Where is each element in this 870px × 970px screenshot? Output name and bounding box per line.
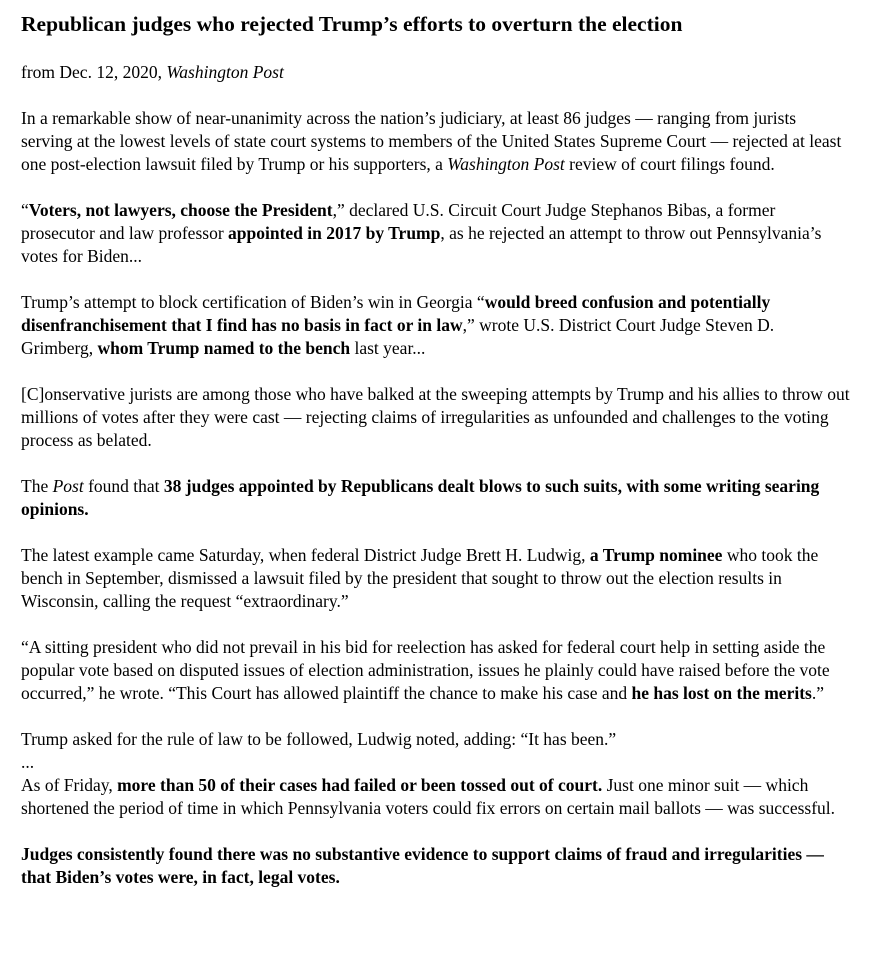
- p6-text-b: who took the bench in September, dismissed a lawsuit filed by the president that sought to throw out the election results in Wisconsin, calling the request “extraordinary.”: [21, 545, 819, 611]
- p1-text-b: review of court filings found.: [564, 154, 775, 174]
- paragraph-5: [21, 475, 850, 521]
- source-prefix: from Dec. 12, 2020,: [21, 62, 167, 82]
- p5-text-b: found that: [83, 476, 164, 496]
- p6-text-a: The latest example came Saturday, when federal District Judge Brett H. Ludwig,: [21, 545, 590, 565]
- p2-text-a: “: [21, 200, 29, 220]
- p5-bold-finding: 38 judges appointed by Republicans dealt blows to such suits, with some writing searing opinions.: [21, 476, 820, 519]
- paragraph-3: [21, 291, 850, 360]
- p1-publication: Washington Post: [447, 154, 565, 174]
- p5-text-a: The: [21, 476, 53, 496]
- p2-bold-appointed: appointed in 2017 by Trump: [228, 223, 441, 243]
- p7-text-a: “A sitting president who did not prevail in his bid for reelection has asked for federal court help in setting aside the popular vote based on disputed issues of election administration, issues he plainly could have raised before the vote occurred,” he wrote. “This Court has allowed plaintiff the chance to make his case and: [21, 637, 830, 703]
- p2-text-b: ,” declared U.S. Circuit Court Judge Stephanos Bibas, a former prosecutor and law professor: [21, 200, 776, 243]
- page-title: Republican judges who rejected Trump’s efforts to overturn the election: [21, 12, 683, 36]
- p7-bold-merits: he has lost on the merits: [631, 683, 812, 703]
- paragraph-8: Trump asked for the rule of law to be followed, Ludwig noted, adding: “It has been.”: [21, 729, 617, 749]
- p1-text-a: In a remarkable show of near-unanimity across the nation’s judiciary, at least 86 judges — ranging from jurists serving at the lowest levels of state court systems to members of the United States Supreme Court — rejected at least one post-election lawsuit filed by Trump or his supporters, a: [21, 108, 842, 174]
- p3-bold-named: whom Trump named to the bench: [97, 338, 351, 358]
- p9-bold-cases: more than 50 of their cases had failed or been tossed out of court.: [117, 775, 603, 795]
- paragraph-10: [21, 843, 850, 889]
- paragraph-7: [21, 636, 850, 705]
- p2-text-c: , as he rejected an attempt to throw out Pennsylvania’s votes for Biden...: [21, 223, 822, 266]
- p6-bold-nominee: a Trump nominee: [589, 545, 723, 565]
- paragraph-4: [C]onservative jurists are among those who have balked at the sweeping attempts by Trump and his allies to throw out millions of votes after they were cast — rejecting claims of irregularities as unfounded and challenges to the voting process as belated.: [21, 384, 850, 450]
- paragraph-2: [21, 199, 850, 268]
- source-line: [21, 61, 850, 84]
- p3-text-a: Trump’s attempt to block certification of Biden’s win in Georgia “: [21, 292, 485, 312]
- p3-text-b: ,” wrote U.S. District Court Judge Steven D. Grimberg,: [21, 315, 775, 358]
- paragraph-1: [21, 107, 850, 176]
- p9-text-b: Just one minor suit — which shortened the period of time in which Pennsylvania voters could fix errors on certain mail ballots — was successful.: [21, 775, 836, 818]
- source-publication: Washington Post: [166, 62, 284, 82]
- paragraph-6: [21, 544, 850, 613]
- p9-text-a: As of Friday,: [21, 775, 118, 795]
- p2-bold-quote: Voters, not lawyers, choose the President: [28, 200, 333, 220]
- paragraph-9: [21, 774, 850, 820]
- p5-publication: Post: [52, 476, 84, 496]
- ellipsis: ...: [21, 752, 35, 772]
- p3-text-c: last year...: [350, 338, 426, 358]
- p7-text-b: .”: [811, 683, 824, 703]
- p10-bold-conclusion: Judges consistently found there was no substantive evidence to support claims of fraud and irregularities — that Biden’s votes were, in fact, legal votes.: [21, 844, 824, 887]
- p3-bold-quote: would breed confusion and potentially disenfranchisement that I find has no basis in fact or in law: [21, 292, 771, 335]
